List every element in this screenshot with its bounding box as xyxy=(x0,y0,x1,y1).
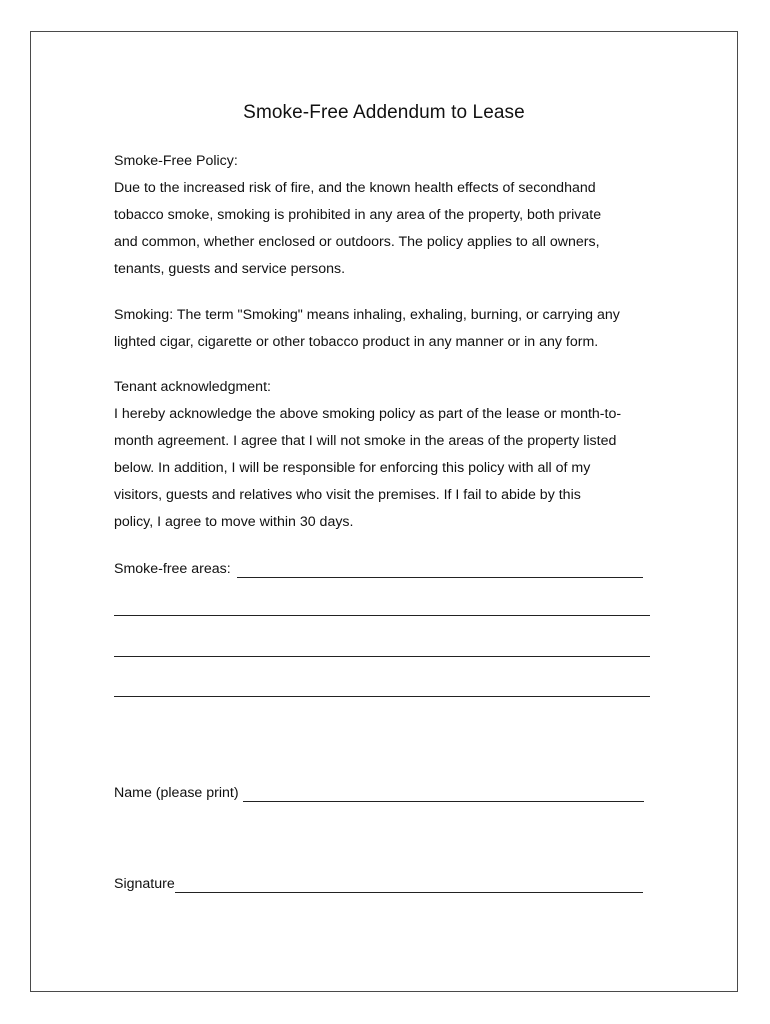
name-input-line[interactable] xyxy=(243,785,644,802)
tenant-acknowledgment-section xyxy=(114,374,674,536)
name-row xyxy=(114,784,644,802)
signature-row xyxy=(114,875,643,893)
smoke-free-areas-row xyxy=(114,560,643,578)
smoke-free-areas-line-3[interactable] xyxy=(114,656,650,657)
smoke-free-areas-line-2[interactable] xyxy=(114,615,650,616)
policy-text: Due to the increased risk of fire, and the known health effects of secondhand tobacco smoke, smoking is prohibited in any area of the property, both private and common, whether enclosed or outdoors. The policy applies to all owners, tenants, guests and service persons. xyxy=(114,180,602,277)
acknowledgment-heading: Tenant acknowledgment: xyxy=(114,379,271,395)
smoke-free-areas-line-4[interactable] xyxy=(114,696,650,697)
document-page xyxy=(30,31,738,992)
policy-heading: Smoke-Free Policy: xyxy=(114,153,238,169)
acknowledgment-text: I hereby acknowledge the above smoking policy as part of the lease or month-to- month agreement. I agree that I will not smoke in the areas of the property listed below. In addition, I will be responsible for enforcing this policy with all of my visitors, guests and relatives who visit the premises. If I fail to abide by this policy, I agree to move within 30 days. xyxy=(114,406,622,530)
name-label: Name (please print) xyxy=(114,785,239,801)
signature-label: Signature xyxy=(114,876,175,892)
smoke-free-areas-input-line[interactable] xyxy=(237,561,643,578)
smoking-definition-section xyxy=(114,302,674,356)
document-title: Smoke-Free Addendum to Lease xyxy=(243,102,525,123)
smoke-free-policy-section xyxy=(114,148,674,283)
smoking-definition: Smoking: The term "Smoking" means inhaling, exhaling, burning, or carrying any lighted cigar, cigarette or other tobacco product in any manner or in any form. xyxy=(114,307,620,350)
signature-input-line[interactable] xyxy=(175,876,643,893)
smoke-free-areas-label: Smoke-free areas: xyxy=(114,561,231,577)
